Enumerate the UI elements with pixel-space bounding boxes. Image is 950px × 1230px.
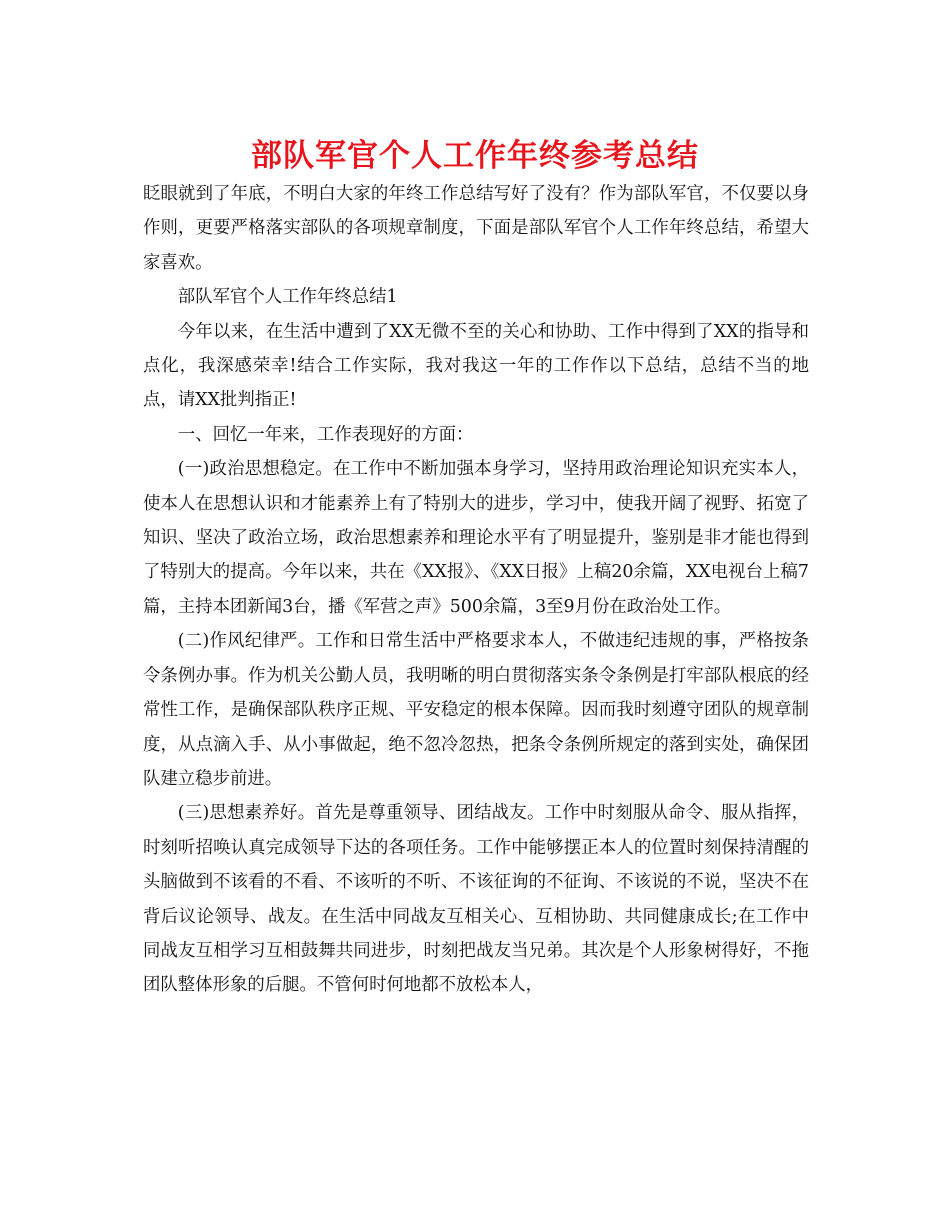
paragraph: (二)作风纪律严。工作和日常生活中严格要求本人，不做违纪违规的事，严格按条令条例办事。作为机关公勤人员，我明晰的明白贯彻落实条令条例是打牢部队根底的经常性工作，是确保部队秩序正规、平安稳定的根本保障。因而我时刻遵守团队的规章制度，从点滴入手、从小事做起，绝不忽冷忽热，把条令条例所规定的落到实处，确保团队建立稳步前进。 bbox=[143, 631, 809, 789]
document-title: 部队军官个人工作年终参考总结 bbox=[251, 138, 699, 174]
paragraph: (三)思想素养好。首先是尊重领导、团结战友。工作中时刻服从命令、服从指挥，时刻听招唤认真完成领导下达的各项任务。工作中能够摆正本人的位置时刻保持清醒的头脑做到不该看的不看、不该听的不听、不该征询的不征询、不该说的不说，坚决不在背后议论领导、战友。在生活中同战友互相关心、互相协助、共同健康成长;在工作中同战友互相学习互相鼓舞共同进步，时刻把战友当兄弟。其次是个人形象树得好，不拖团队整体形象的后腿。不管何时何地都不放松本人， bbox=[143, 803, 809, 996]
subsection-heading: 一、回忆一年来，工作表现好的方面： bbox=[177, 424, 474, 445]
intro-paragraph: 眨眼就到了年底，不明白大家的年终工作总结写好了没有？作为部队军官，不仅要以身作则，更要严格落实部队的各项规章制度，下面是部队军官个人工作年终总结，希望大家喜欢。 bbox=[143, 184, 809, 273]
paragraph: 今年以来，在生活中遭到了XX无微不至的关心和协助、工作中得到了XX的指导和点化，我深感荣幸!结合工作实际，我对我这一年的工作作以下总结，总结不当的地点，请XX批判指正! bbox=[143, 321, 809, 411]
section-heading-1: 部队军官个人工作年终总结1 bbox=[177, 287, 398, 308]
paragraph: (一)政治思想稳定。在工作中不断加强本身学习，坚持用政治理论知识充实本人，使本人在思想认识和才能素养上有了特别大的进步，学习中，使我开阔了视野、拓宽了知识、坚决了政治立场，政治思想素养和理论水平有了明显提升，鉴别是非才能也得到了特别大的提高。今年以来，共在《XX报》、《XX日报》上稿20余篇，XX电视台上稿7篇，主持本团新闻3台，播《军营之声》500余篇，3至9月份在政治处工作。 bbox=[143, 459, 809, 617]
document-body bbox=[143, 177, 809, 1003]
